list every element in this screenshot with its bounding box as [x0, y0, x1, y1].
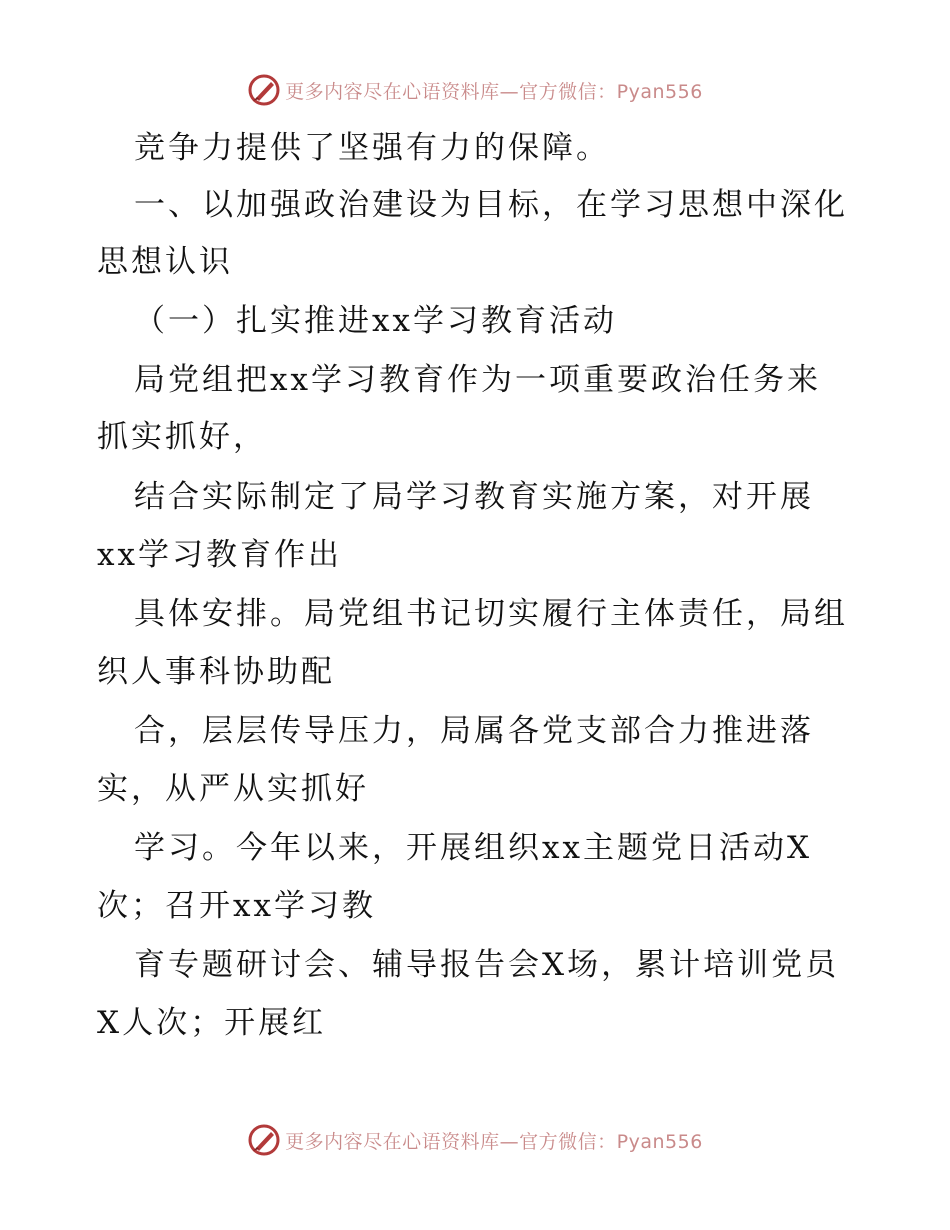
text-line: xx学习教育作出 — [97, 537, 342, 573]
text-line: 次；召开xx学习教 — [97, 888, 376, 924]
text-line: 抓实抓好， — [97, 419, 267, 455]
text-line: X人次；开展红 — [97, 1005, 327, 1041]
text-line: 实，从严从实抓好 — [97, 771, 369, 807]
text-line: 竞争力提供了坚强有力的保障。 — [134, 130, 610, 166]
footer-watermark — [0, 1120, 950, 1160]
text-line: 育专题研讨会、辅导报告会X场，累计培训党员 — [134, 947, 840, 983]
text-line: 学习。今年以来，开展组织xx主题党日活动X — [134, 830, 813, 866]
text-line: 合，层层传导压力，局属各党支部合力推进落 — [134, 713, 814, 749]
text-line: 具体安排。局党组书记切实履行主体责任，局组 — [134, 596, 848, 632]
text-line: 局党组把xx学习教育作为一项重要政治任务来 — [134, 362, 821, 398]
pen-logo-icon — [247, 1123, 281, 1157]
header-watermark — [0, 70, 950, 110]
watermark-text: 更多内容尽在心语资料库—官方微信：Pyan556 — [285, 1130, 703, 1153]
text-line: 结合实际制定了局学习教育实施方案，对开展 — [134, 479, 814, 515]
watermark-text: 更多内容尽在心语资料库—官方微信：Pyan556 — [285, 80, 703, 103]
subsection-heading: （一）扎实推进xx学习教育活动 — [134, 303, 617, 339]
section-heading: 一、以加强政治建设为目标，在学习思想中深化 — [134, 187, 848, 223]
text-line: 思想认识 — [97, 244, 233, 280]
text-line: 织人事科协助配 — [97, 654, 335, 690]
pen-logo-icon — [247, 73, 281, 107]
